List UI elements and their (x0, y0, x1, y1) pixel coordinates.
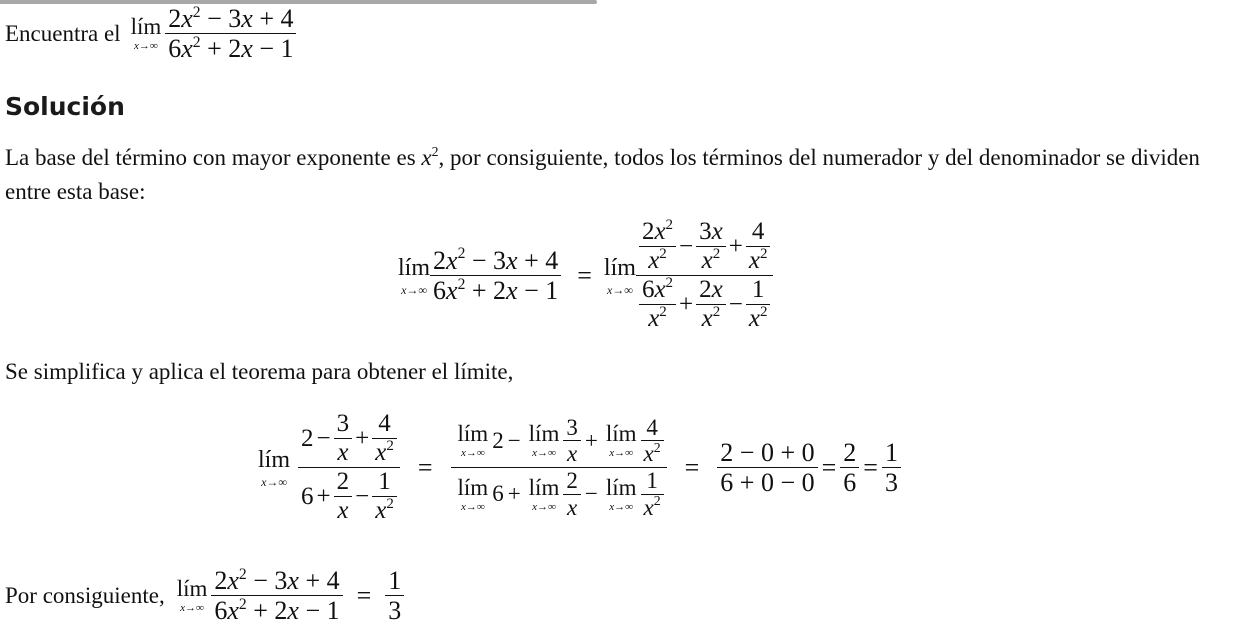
problem-statement (5, 4, 296, 63)
result-fraction: $\frac{1}{3}$ (882, 438, 901, 497)
final-result: $\frac{1}{3}$ (385, 566, 404, 625)
conclusion: Por consiguiente, lím x→∞ $\frac{2x^2 - 3x + 4}{6x^2 + 2x - 1}$ = $\frac{1}{3}$ (5, 566, 404, 625)
split-limits-fraction: lím x→∞ 2 − lím x→∞ $\frac{3}{x}$ + lím x→∞ $\frac{4}{x^2}$ lím x→∞ 6 + lím x→∞ $\frac{2}{x}$ − lím x→∞ $\frac{1}{x^2}$ (451, 415, 667, 521)
limit-operator: lím x→∞ (130, 14, 162, 53)
solution-heading: Solución (5, 92, 125, 121)
conclusion-fraction: $\frac{2x^2 - 3x + 4}{6x^2 + 2x - 1}$ (211, 566, 342, 625)
conclusion-prefix: Por consiguiente, (5, 582, 165, 608)
limit-operator: lím x→∞ (258, 446, 291, 489)
limit-operator: lím x→∞ (398, 254, 431, 297)
paragraph-intro: La base del término con mayor exponente es $x^2$, por consiguiente, todos los términos del numerador y del denominador se dividen entre esta base: (5, 143, 1200, 204)
equation-divide-by-base: lím x→∞ $\frac{2x^2 - 3x + 4}{6x^2 + 2x - 1}$ = lím x→∞ $\frac{2x^2}{x^2}$ − $\frac{3x}{x^2}$ + $\frac{4}{x^2}$ $\frac{6x^2}{x^2}$ + $\frac{2x}{x^2}$ − $\frac{1}{x^2}$ (398, 218, 773, 333)
paragraph-simplify: Se simplifica y aplica el teorema para obtener el límite, (5, 359, 514, 384)
problem-fraction: $\frac{2x^2 - 3x + 4}{6x^2 + 2x - 1}$ (165, 4, 296, 63)
divided-fraction: $\frac{2x^2}{x^2}$ − $\frac{3x}{x^2}$ + $\frac{4}{x^2}$ $\frac{6x^2}{x^2}$ + $\frac{2x}{x^2}$ − $\frac{1}{x^2}$ (636, 218, 774, 333)
original-fraction: $\frac{2x^2 - 3x + 4}{6x^2 + 2x - 1}$ (430, 246, 561, 305)
equation-evaluate: lím x→∞ 2 − $\frac{3}{x}$ + $\frac{4}{x^2}$ 6 + $\frac{2}{x}$ − $\frac{1}{x^2}$ = lím x→∞ 2 − lím x→∞ $\frac{3}{x}$ + lím x→∞ $\frac{4}{x^2}$ lím x→∞ 6 + lím x→∞ $\frac{2}{x}$ − lím x→∞ $\frac{1}{x^2}$ = $\frac{2 - 0 + 0}{6 + 0 - 0}$ = $\frac{2}{6}$ = $\frac{1}{3}$ (258, 410, 901, 525)
limit-operator: lím x→∞ (176, 576, 208, 615)
reduced-fraction: $\frac{2}{6}$ (840, 438, 859, 497)
evaluated-fraction: $\frac{2 - 0 + 0}{6 + 0 - 0}$ (717, 438, 817, 497)
problem-prefix: Encuentra el (5, 20, 121, 46)
limit-operator: lím x→∞ (603, 254, 636, 297)
simplified-fraction: 2 − $\frac{3}{x}$ + $\frac{4}{x^2}$ 6 + $\frac{2}{x}$ − $\frac{1}{x^2}$ (298, 410, 400, 525)
